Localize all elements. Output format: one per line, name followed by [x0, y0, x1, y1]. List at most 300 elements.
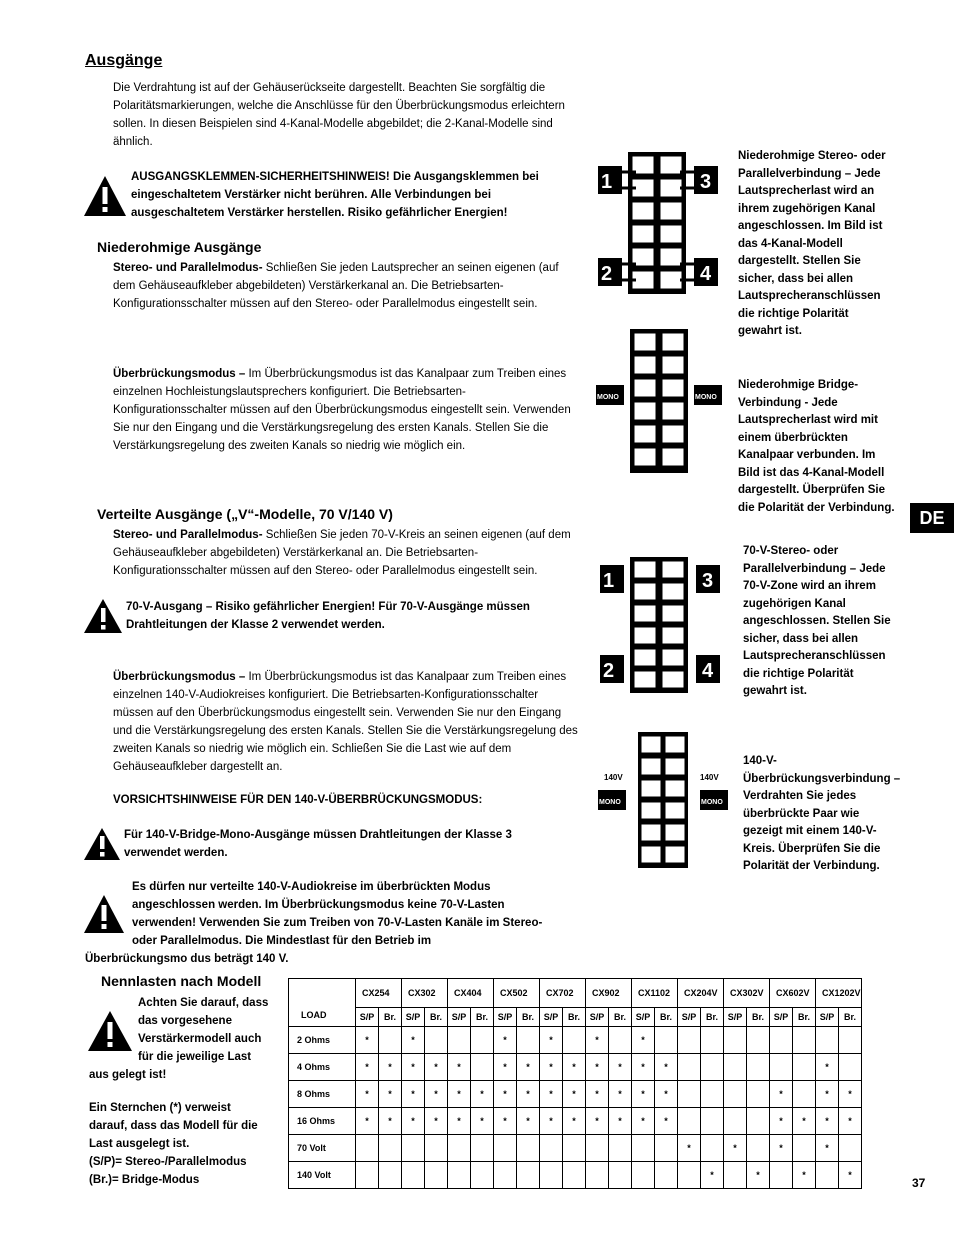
mode-subheader: S/P — [586, 1008, 609, 1027]
table-row — [289, 1027, 862, 1054]
text-line: Lautsprecherlast wird an — [738, 185, 875, 197]
rating-cell — [471, 1162, 494, 1189]
rating-cell: * — [678, 1135, 701, 1162]
text-line: einem überbrückten — [738, 431, 848, 444]
text-line: Lautsprecheranschlüssen — [738, 290, 881, 302]
text-line: ähnlich. — [113, 136, 153, 148]
rating-cell: * — [379, 1108, 402, 1135]
rating-cell — [609, 1162, 632, 1189]
rating-cell: * — [839, 1081, 862, 1108]
label: Überbrückungsmodus – — [113, 368, 246, 380]
rating-cell: * — [356, 1108, 379, 1135]
rating-cell — [517, 1162, 540, 1189]
load-row-label: 8 Ohms — [289, 1081, 356, 1108]
rating-cell — [839, 1054, 862, 1081]
rating-cell: * — [793, 1162, 816, 1189]
text-line: Konfigurationsschalter müssen auf den Stereo- oder Parallelmodus eingestellt sein. — [113, 565, 538, 577]
text-line: Für 140-V-Bridge-Mono-Ausgänge müssen Drahtleitungen der Klasse 3 — [124, 829, 512, 841]
rating-cell — [678, 1081, 701, 1108]
label: Stereo- und Parallelmodus- — [113, 262, 263, 274]
text-line: 70-V-Stereo- oder — [743, 545, 839, 557]
mode-subheader: S/P — [448, 1008, 471, 1027]
warning-output-terminals — [131, 168, 539, 222]
rating-cell: * — [402, 1027, 425, 1054]
text-line: Gehäuseaufkleber dargestellt an. — [113, 761, 283, 773]
channel-2-label: 2 — [601, 263, 613, 285]
rating-cell — [793, 1054, 816, 1081]
text-line: 70-V-Ausgang – Risiko gefährlicher Energien! Für 70-V-Ausgänge müssen — [126, 601, 530, 613]
text-line: Niederohmige Stereo- oder — [738, 150, 886, 162]
text-line: Drahtleitungen der Klasse 2 verwendet werden. — [126, 619, 385, 631]
rating-cell — [724, 1162, 747, 1189]
rating-cell — [448, 1027, 471, 1054]
text-line: darauf, dass das Modell für die — [89, 1120, 258, 1132]
mode-subheader: Br. — [747, 1008, 770, 1027]
rating-cell — [701, 1135, 724, 1162]
rating-cell: * — [816, 1135, 839, 1162]
rating-cell — [379, 1027, 402, 1054]
text-line: angeschlossen werden. Im Überbrückungsmodus keine 70-V-Lasten — [132, 899, 505, 911]
text-line: Parallelverbindung – Jede — [743, 562, 886, 575]
model-header: CX254 — [356, 979, 402, 1008]
text-line: Gehäuseaufkleber abgebildeten) Verstärkerkanal an. Die Betriebsarten- — [113, 547, 479, 559]
text-line: angeschlossen. Im Bild ist — [738, 220, 883, 232]
text-line: für die jeweilige Last — [138, 1051, 252, 1063]
text-line: Schließen Sie jeden 70-V-Kreis an seinen eigenen (auf dem — [262, 529, 571, 541]
rated-loads-notes — [89, 1099, 289, 1189]
mode-subheader: S/P — [494, 1008, 517, 1027]
rating-cell — [632, 1135, 655, 1162]
rating-cell: * — [517, 1081, 540, 1108]
rating-cell — [747, 1081, 770, 1108]
mode-subheader: Br. — [655, 1008, 678, 1027]
low-ohm-heading: Niederohmige Ausgänge — [97, 239, 262, 255]
rating-cell — [724, 1108, 747, 1135]
text-line: Lautsprecheranschlüssen — [743, 650, 886, 662]
140v-label: 140V — [700, 773, 719, 782]
rating-cell — [402, 1162, 425, 1189]
rating-cell: * — [379, 1054, 402, 1081]
low-bridge-paragraph — [113, 365, 593, 455]
rating-cell — [816, 1027, 839, 1054]
rating-cell: * — [402, 1108, 425, 1135]
rating-cell — [448, 1162, 471, 1189]
warning-icon — [82, 174, 128, 218]
model-header: CX702 — [540, 979, 586, 1008]
text-line: Verbindung - Jede — [738, 396, 838, 409]
rating-cell: * — [747, 1162, 770, 1189]
text-line: aus gelegt ist! — [89, 1069, 167, 1081]
rating-cell: * — [494, 1027, 517, 1054]
mode-subheader: S/P — [632, 1008, 655, 1027]
rating-cell: * — [770, 1108, 793, 1135]
mode-subheader: S/P — [816, 1008, 839, 1027]
rating-cell: * — [540, 1027, 563, 1054]
text-line: Verstärkungsregelung des zweiten Kanals so niedrig wie möglich ein. — [113, 440, 466, 452]
rating-cell — [724, 1054, 747, 1081]
rating-cell: * — [402, 1054, 425, 1081]
channel-4-label: 4 — [702, 660, 714, 682]
text-line: einzelnen Hochleistungslautsprechers konfiguriert. Die Betriebsarten- — [113, 386, 466, 398]
rating-cell: * — [425, 1108, 448, 1135]
text-line: Last ausgelegt ist. — [89, 1138, 190, 1150]
distributed-heading: Verteilte Ausgänge („V“-Modelle, 70 V/140 V) — [97, 506, 393, 522]
low-stereo-paragraph — [113, 259, 593, 313]
rating-cell — [471, 1027, 494, 1054]
text-line: Achten Sie darauf, dass — [138, 997, 269, 1009]
table-row — [289, 1054, 862, 1081]
channel-3-label: 3 — [702, 570, 714, 592]
dist-stereo-paragraph — [113, 526, 593, 580]
model-header: CX204V — [678, 979, 724, 1008]
rating-cell — [540, 1135, 563, 1162]
text-line: oder Parallelmodus. Die Mindestlast für den Betrieb im — [132, 935, 432, 947]
text-line: dargestellt. Stellen Sie — [738, 255, 861, 267]
rating-cell: * — [632, 1081, 655, 1108]
rating-cell: * — [356, 1081, 379, 1108]
rating-cell: * — [586, 1081, 609, 1108]
text-line: dem Gehäuseaufkleber abgebildeten) Verstärkerkanal an. Die Betriebsarten- — [113, 280, 504, 292]
text-line: Ein Sternchen (*) verweist — [89, 1102, 231, 1114]
rating-cell: * — [586, 1054, 609, 1081]
rating-cell: * — [517, 1054, 540, 1081]
rating-cell: * — [724, 1135, 747, 1162]
text-line: gewahrt ist. — [743, 685, 807, 697]
text-line: sicher, dass bei allen — [738, 272, 854, 285]
rating-cell: * — [540, 1081, 563, 1108]
mode-subheader: Br. — [563, 1008, 586, 1027]
rating-cell — [609, 1135, 632, 1162]
model-header: CX1102 — [632, 979, 678, 1008]
rating-cell: * — [471, 1081, 494, 1108]
text-line: 70-V-Zone wird an ihrem — [743, 580, 876, 592]
mono-label: MONO — [597, 394, 619, 401]
model-header: CX902 — [586, 979, 632, 1008]
rating-cell: * — [839, 1162, 862, 1189]
text-line: Im Überbrückungsmodus ist das Kanalpaar zum Treiben eines — [245, 671, 567, 683]
model-header: CX602V — [770, 979, 816, 1008]
load-row-label: 140 Volt — [289, 1162, 356, 1189]
rating-cell: * — [770, 1081, 793, 1108]
rated-loads-warning — [89, 994, 289, 1084]
rated-loads-heading: Nennlasten nach Modell — [101, 973, 262, 989]
rating-cell: * — [770, 1135, 793, 1162]
rating-cell — [793, 1081, 816, 1108]
channel-4-label: 4 — [700, 263, 712, 285]
text-line: angeschlossen. Stellen Sie — [743, 615, 891, 627]
text-line: Überbrückungsmo dus beträgt 140 V. — [85, 953, 289, 965]
text-line: das 4-Kanal-Modell — [738, 237, 843, 250]
rating-cell — [678, 1054, 701, 1081]
rating-cell — [839, 1135, 862, 1162]
label: Überbrückungsmodus – — [113, 671, 246, 683]
rating-cell: * — [816, 1108, 839, 1135]
mode-subheader: Br. — [517, 1008, 540, 1027]
mode-subheader: Br. — [793, 1008, 816, 1027]
model-header: CX1202V — [816, 979, 862, 1008]
text-line: Die Verdrahtung ist auf der Gehäuserückseite dargestellt. Beachten Sie sorgfältig die — [113, 82, 546, 94]
rating-cell: * — [609, 1054, 632, 1081]
text-line: sollen. In diesen Beispielen sind 4-Kanal-Modelle abgebildet; die 2-Kanal-Modelle sind — [113, 118, 553, 130]
rating-cell — [678, 1162, 701, 1189]
text-line: Es dürfen nur verteilte 140-V-Audiokreise im überbrückten Modus — [132, 881, 491, 893]
warning-icon — [82, 597, 124, 635]
caption-low-bridge — [738, 377, 895, 517]
text-line: Überbrückungsverbindung – — [743, 772, 901, 785]
text-line: Konfigurationsschalter müssen auf den Überbrückungsmodus eingestellt sein. Verwenden — [113, 404, 571, 416]
model-header: CX302V — [724, 979, 770, 1008]
rating-cell — [586, 1162, 609, 1189]
rating-cell: * — [586, 1027, 609, 1054]
rating-cell: * — [494, 1108, 517, 1135]
rating-cell: * — [701, 1162, 724, 1189]
load-row-label: 16 Ohms — [289, 1108, 356, 1135]
rating-cell — [632, 1162, 655, 1189]
rating-cell — [747, 1054, 770, 1081]
rating-cell: * — [609, 1108, 632, 1135]
text-line: gezeigt mit einem 140-V- — [743, 825, 877, 837]
load-header: LOAD — [289, 979, 356, 1027]
rating-cell: * — [471, 1108, 494, 1135]
rating-cell: * — [540, 1108, 563, 1135]
rating-cell — [425, 1135, 448, 1162]
text-line: überbrückte Paar wie — [743, 807, 860, 820]
rating-cell — [770, 1027, 793, 1054]
wiring-diagram-70v-stereo — [598, 555, 722, 695]
text-line: Lautsprecherlast wird mit — [738, 414, 878, 426]
language-tab: DE — [910, 503, 954, 533]
rating-cell — [448, 1135, 471, 1162]
text-line: Polarität der Verbindung. — [743, 860, 880, 872]
mode-subheader: S/P — [724, 1008, 747, 1027]
text-line: AUSGANGSKLEMMEN-SICHERHEITSHINWEIS! Die Ausgangsklemmen bei — [131, 171, 539, 183]
rating-cell: * — [816, 1054, 839, 1081]
load-row-label: 4 Ohms — [289, 1054, 356, 1081]
rating-cell: * — [793, 1108, 816, 1135]
rating-cell — [701, 1027, 724, 1054]
rating-cell: * — [586, 1108, 609, 1135]
rating-cell — [747, 1027, 770, 1054]
section-heading: Ausgänge — [85, 52, 163, 69]
text-line: zugehörigen Kanal — [743, 597, 846, 610]
rating-cell — [724, 1027, 747, 1054]
rating-cell: * — [494, 1054, 517, 1081]
rating-cell — [724, 1081, 747, 1108]
mode-subheader: S/P — [356, 1008, 379, 1027]
text-line: Verstärkermodell auch — [138, 1033, 262, 1045]
text-line: verwenden! Verwenden Sie zum Treiben von 70-V-Lasten Kanäle im Stereo- — [132, 917, 543, 929]
channel-1-label: 1 — [603, 570, 615, 592]
caption-140v-bridge — [743, 753, 900, 876]
mode-subheader: Br. — [839, 1008, 862, 1027]
rating-cell — [540, 1162, 563, 1189]
rating-cell — [701, 1081, 724, 1108]
caution-140v-heading: VORSICHTSHINWEISE FÜR DEN 140-V-ÜBERBRÜCKUNGSMODUS: — [113, 794, 483, 806]
rating-cell — [655, 1162, 678, 1189]
rating-cell — [609, 1027, 632, 1054]
text-line: Parallelverbindung – Jede — [738, 167, 881, 180]
text-line: (Br.)= Bridge-Modus — [89, 1174, 200, 1186]
mode-subheader: S/P — [770, 1008, 793, 1027]
text-line: Kanalpaar verbunden. Im — [738, 449, 876, 461]
mono-label: MONO — [701, 799, 723, 806]
rating-cell — [747, 1108, 770, 1135]
text-line: Bild ist das 4-Kanal-Modell — [738, 466, 885, 479]
rating-cell: * — [632, 1054, 655, 1081]
rating-cell — [563, 1162, 586, 1189]
rating-cell — [517, 1027, 540, 1054]
wiring-diagram-low-stereo — [596, 150, 720, 296]
rating-cell — [379, 1135, 402, 1162]
text-line: sicher, dass bei allen — [743, 632, 859, 645]
rating-cell — [425, 1162, 448, 1189]
intro-paragraph — [113, 79, 583, 151]
rating-cell — [402, 1135, 425, 1162]
text-line: (S/P)= Stereo-/Parallelmodus — [89, 1156, 247, 1168]
rating-cell — [816, 1162, 839, 1189]
text-line: die richtige Polarität — [738, 307, 849, 320]
mode-subheader: Br. — [425, 1008, 448, 1027]
load-row-label: 2 Ohms — [289, 1027, 356, 1054]
rating-cell — [793, 1135, 816, 1162]
rating-cell: * — [425, 1081, 448, 1108]
mode-subheader: Br. — [701, 1008, 724, 1027]
channel-2-label: 2 — [603, 660, 615, 682]
warning-class3 — [124, 826, 512, 862]
rating-cell — [747, 1135, 770, 1162]
text-line: dargestellt. Überprüfen Sie — [738, 484, 885, 496]
rating-cell: * — [655, 1081, 678, 1108]
model-header: CX302 — [402, 979, 448, 1008]
rating-cell: * — [609, 1081, 632, 1108]
rating-cell: * — [356, 1027, 379, 1054]
text-line: die richtige Polarität — [743, 667, 854, 680]
text-line: Schließen Sie jeden Lautsprecher an seinen eigenen (auf — [262, 262, 559, 274]
rating-cell: * — [540, 1054, 563, 1081]
140v-label: 140V — [604, 773, 623, 782]
rating-cell — [379, 1162, 402, 1189]
page-number: 37 — [912, 1176, 926, 1190]
rating-cell — [494, 1135, 517, 1162]
mode-subheader: S/P — [678, 1008, 701, 1027]
text-line: Konfigurationsschalter müssen auf den Stereo- oder Parallelmodus eingestellt sein. — [113, 298, 538, 310]
mono-label: MONO — [695, 394, 717, 401]
text-line: zweiten Kanals so niedrig wie möglich ein. Schließen Sie die Last wie auf dem — [113, 743, 512, 755]
rating-cell: * — [655, 1054, 678, 1081]
rating-cell — [770, 1054, 793, 1081]
rating-cell: * — [517, 1108, 540, 1135]
text-line: Im Überbrückungsmodus ist das Kanalpaar zum Treiben eines — [245, 368, 567, 380]
rating-cell — [678, 1108, 701, 1135]
rating-cell — [678, 1027, 701, 1054]
rating-cell: * — [563, 1081, 586, 1108]
text-line: Polaritätsmarkierungen, welche die Anschlüsse für den Überbrückungsmodus erleichtern — [113, 100, 565, 112]
text-line: die Polarität der Verbindung. — [738, 501, 895, 514]
text-line: Niederohmige Bridge- — [738, 379, 859, 391]
wiring-diagram-140v-bridge — [598, 730, 728, 870]
mode-subheader: S/P — [540, 1008, 563, 1027]
text-line: müssen auf den Überbrückungsmodus eingestellt sein. Verwenden Sie nur den Eingang — [113, 707, 562, 719]
load-rating-table — [288, 978, 862, 1189]
rating-cell: * — [356, 1054, 379, 1081]
mode-subheader: S/P — [402, 1008, 425, 1027]
table-row — [289, 1108, 862, 1135]
dist-bridge-paragraph — [113, 668, 593, 776]
rating-cell — [471, 1135, 494, 1162]
rating-cell — [356, 1162, 379, 1189]
text-line: Verdrahten Sie jedes — [743, 790, 857, 802]
rating-cell: * — [563, 1054, 586, 1081]
warning-140v-only — [85, 878, 585, 968]
text-line: Kreis. Überprüfen Sie die — [743, 842, 881, 855]
model-header: CX502 — [494, 979, 540, 1008]
rating-cell — [770, 1162, 793, 1189]
text-line: ausgeschaltetem Verstärker herstellen. Risiko gefährlicher Energien! — [131, 207, 508, 219]
text-line: 140-V- — [743, 755, 777, 767]
rating-cell: * — [563, 1108, 586, 1135]
rating-cell: * — [632, 1027, 655, 1054]
rating-cell — [701, 1108, 724, 1135]
caption-low-stereo — [738, 148, 886, 341]
mode-subheader: Br. — [471, 1008, 494, 1027]
table-row — [289, 1081, 862, 1108]
rating-cell — [517, 1135, 540, 1162]
text-line: Sie nur den Eingang und die Verstärkungsregelung des ersten Kanals. Stellen Sie die — [113, 422, 549, 434]
warning-icon — [82, 826, 122, 862]
text-line: das vorgesehene — [138, 1015, 232, 1027]
rating-cell: * — [494, 1081, 517, 1108]
rating-cell: * — [379, 1081, 402, 1108]
rating-cell — [701, 1054, 724, 1081]
rating-cell — [655, 1027, 678, 1054]
model-header: CX404 — [448, 979, 494, 1008]
text-line: einzelnen 140-V-Audiokreises konfiguriert. Die Betriebsarten-Konfigurationsschalter — [113, 689, 539, 701]
text-line: verwendet werden. — [124, 847, 228, 859]
rating-cell — [655, 1135, 678, 1162]
mode-subheader: Br. — [379, 1008, 402, 1027]
mono-label: MONO — [599, 799, 621, 806]
channel-1-label: 1 — [601, 171, 613, 193]
label: Stereo- und Parallelmodus- — [113, 529, 263, 541]
table-row — [289, 1162, 862, 1189]
warning-70v — [126, 598, 530, 634]
rating-cell: * — [448, 1081, 471, 1108]
rating-cell — [563, 1135, 586, 1162]
caption-70v-stereo — [743, 543, 891, 701]
table-row — [289, 1135, 862, 1162]
rating-cell: * — [632, 1108, 655, 1135]
text-line: und die Verstärkungsregelung des ersten Kanals. Stellen Sie die Verstärkungsregelung des — [113, 725, 578, 737]
rating-cell — [425, 1027, 448, 1054]
rating-cell: * — [425, 1054, 448, 1081]
rating-cell — [839, 1027, 862, 1054]
rating-cell — [586, 1135, 609, 1162]
text-line: eingeschaltetem Verstärker nicht berühren. Alle Verbindungen bei — [131, 189, 492, 201]
text-line: ihrem zugehörigen Kanal — [738, 202, 876, 215]
rating-cell: * — [816, 1081, 839, 1108]
rating-cell — [471, 1054, 494, 1081]
rating-cell: * — [402, 1081, 425, 1108]
load-row-label: 70 Volt — [289, 1135, 356, 1162]
rating-cell — [563, 1027, 586, 1054]
rating-cell: * — [448, 1054, 471, 1081]
rating-cell: * — [448, 1108, 471, 1135]
rating-cell: * — [655, 1108, 678, 1135]
rating-cell — [494, 1162, 517, 1189]
rating-cell — [356, 1135, 379, 1162]
text-line: gewahrt ist. — [738, 325, 802, 337]
wiring-diagram-low-bridge — [594, 327, 724, 475]
